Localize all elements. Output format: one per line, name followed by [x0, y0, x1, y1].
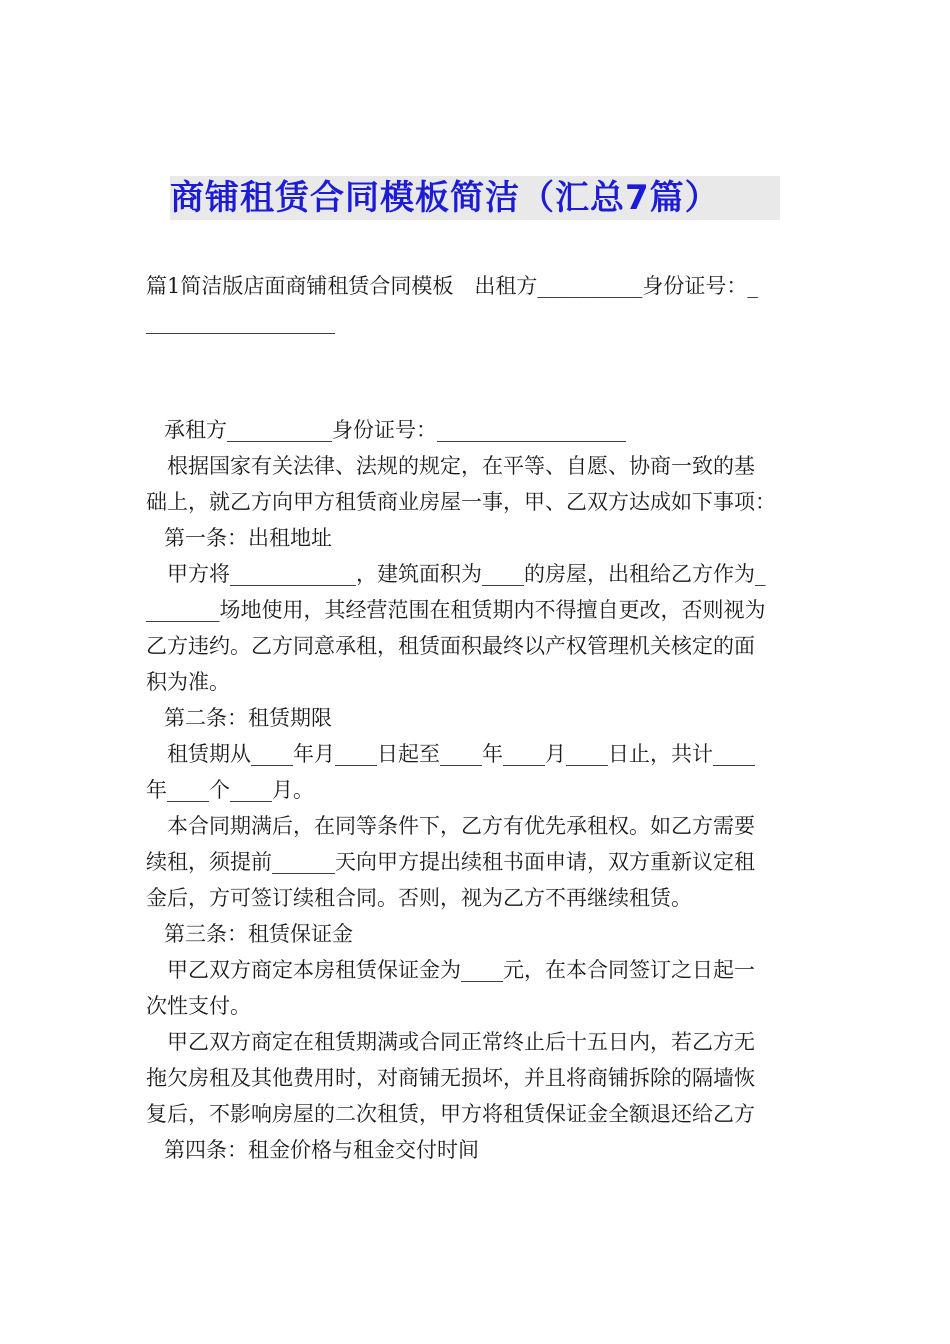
- contract-body: [146, 412, 806, 1168]
- line-basis-2: 础上，就乙方向甲方租赁商业房屋一事，甲、乙双方达成如下事项：: [146, 490, 776, 514]
- line-article-3-d: 拖欠房租及其他费用时，对商铺无损坏，并且将商铺拆除的隔墙恢: [146, 1066, 755, 1090]
- line-article-2-d: 续租，须提前______天向甲方提出续租书面申请，双方重新议定租: [146, 850, 755, 874]
- heading-article-2: 第二条：租赁期限: [164, 706, 332, 730]
- line-article-2-c: 本合同期满后，在同等条件下，乙方有优先承租权。如乙方需要: [167, 814, 755, 838]
- line-article-3-a: 甲乙双方商定本房租赁保证金为____元，在本合同签订之日起一: [167, 958, 755, 982]
- line-article-3-c: 甲乙双方商定在租赁期满或合同正常终止后十五日内，若乙方无: [167, 1030, 755, 1054]
- line-article-1-b: _______场地使用，其经营范围在租赁期内不得擅自更改，否则视为: [146, 598, 766, 622]
- line-tenant: 承租方__________身份证号：__________________: [164, 418, 626, 442]
- intro-block: [146, 268, 806, 340]
- line-article-2-e: 金后，方可签订续租合同。否则，视为乙方不再继续租赁。: [146, 886, 692, 910]
- heading-article-3: 第三条：租赁保证金: [164, 922, 353, 946]
- intro-line-1: 篇1简洁版店面商铺租赁合同模板 出租方__________身份证号：_: [146, 274, 758, 298]
- line-article-1-a: 甲方将____________，建筑面积为____的房屋，出租给乙方作为_: [167, 562, 766, 586]
- line-article-1-c: 乙方违约。乙方同意承租，租赁面积最终以产权管理机关核定的面: [146, 634, 755, 658]
- line-article-2-a: 租赁期从____年月____日起至____年____月____日止，共计____: [167, 742, 755, 766]
- line-article-3-b: 次性支付。: [146, 994, 251, 1018]
- intro-line-2: __________________: [146, 310, 335, 334]
- line-article-2-b: 年____个____月。: [146, 778, 314, 802]
- line-basis-1: 根据国家有关法律、法规的规定，在平等、自愿、协商一致的基: [167, 454, 755, 478]
- line-article-3-e: 复后，不影响房屋的二次租赁，甲方将租赁保证金全额退还给乙方: [146, 1102, 755, 1126]
- heading-article-4: 第四条：租金价格与租金交付时间: [164, 1138, 479, 1162]
- document-title: 商铺租赁合同模板简洁（汇总7篇）: [170, 176, 780, 220]
- line-article-1-d: 积为准。: [146, 670, 230, 694]
- heading-article-1: 第一条：出租地址: [164, 526, 332, 550]
